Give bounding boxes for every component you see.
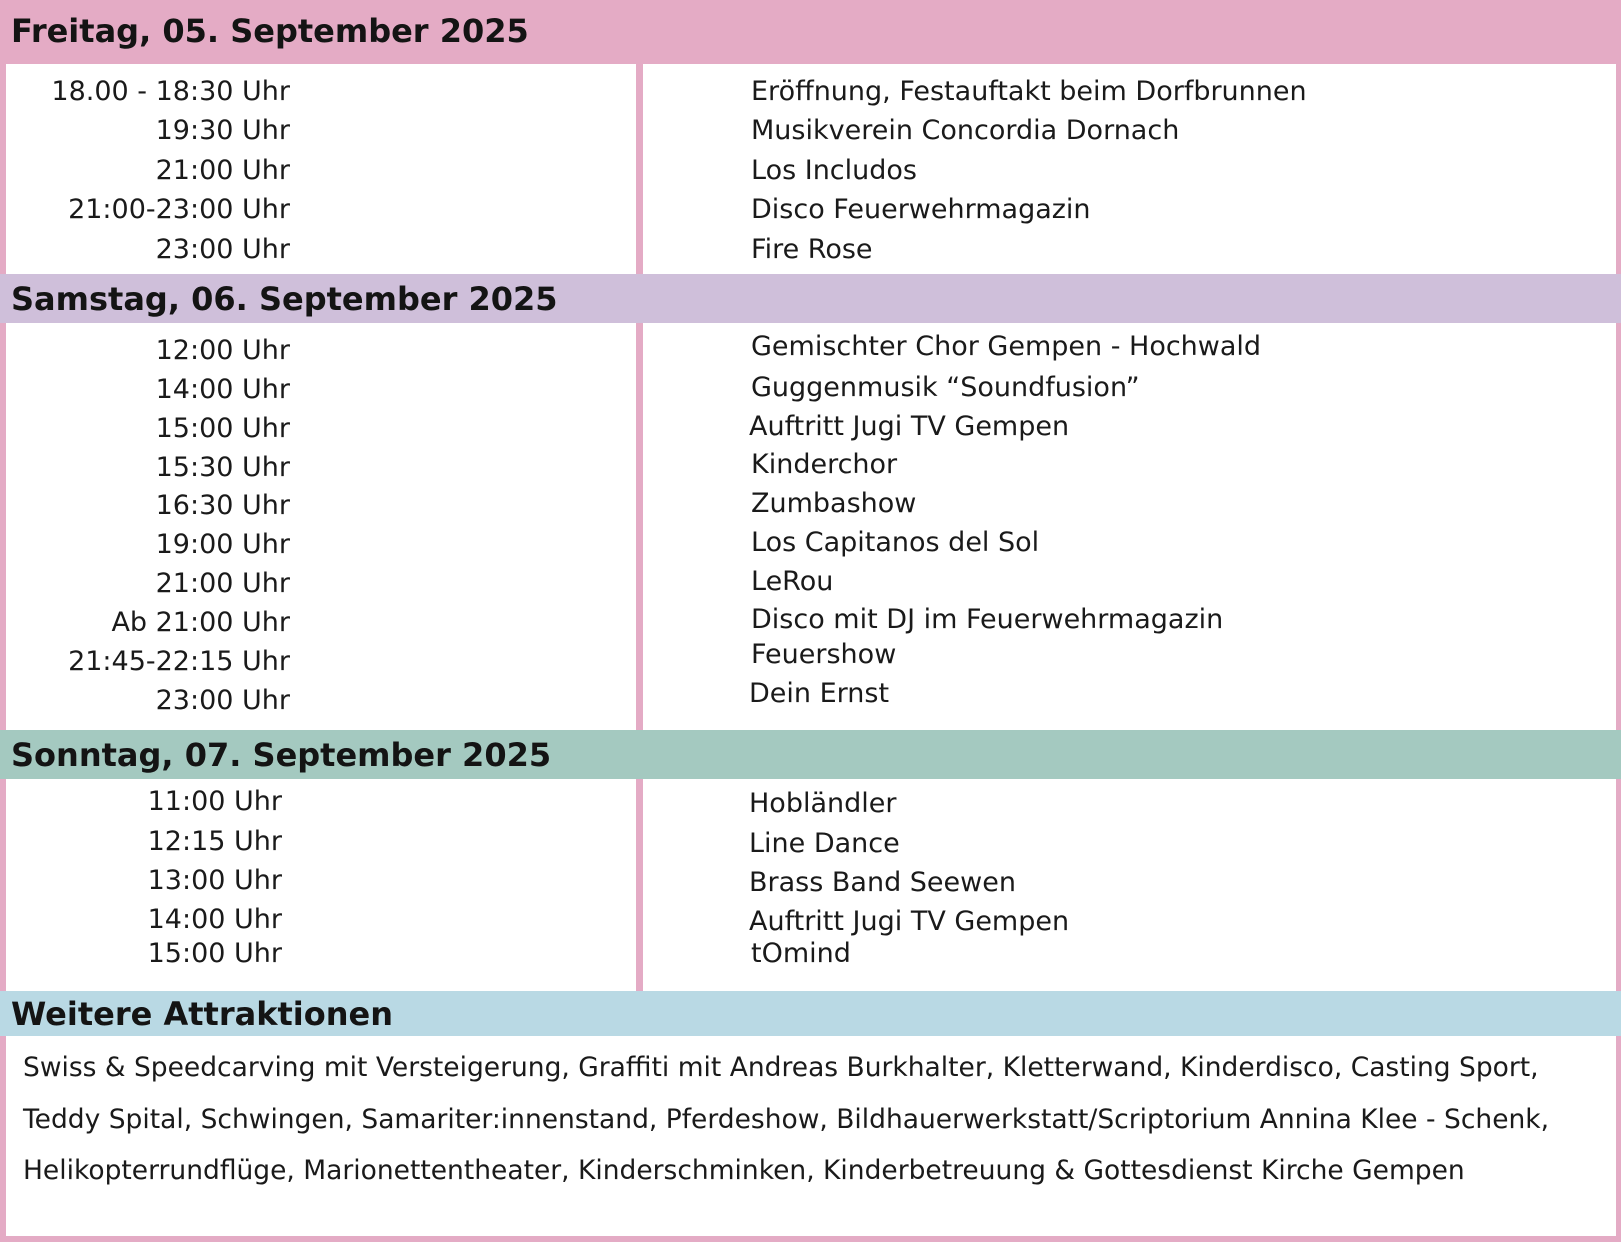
attractions-header xyxy=(0,991,1621,1036)
event-time: 21:45-22:15 Uhr xyxy=(68,646,290,677)
event-name: Fire Rose xyxy=(751,234,873,265)
schedule-panel-friday xyxy=(6,64,1616,274)
event-time: 12:15 Uhr xyxy=(147,826,282,857)
schedule-row xyxy=(6,934,1616,974)
schedule-panel-sunday xyxy=(6,779,1616,991)
event-time: 13:00 Uhr xyxy=(147,865,282,896)
event-name: Brass Band Seewen xyxy=(749,867,1016,898)
event-name: Auftritt Jugi TV Gempen xyxy=(749,906,1070,937)
attractions-title: Weitere Attraktionen xyxy=(11,994,393,1033)
schedule-row xyxy=(6,407,1616,447)
event-name: Disco Feuerwehrmagazin xyxy=(751,194,1091,225)
day-title: Freitag, 05. September 2025 xyxy=(11,12,529,50)
schedule-row xyxy=(6,678,1616,718)
event-name: Kinderchor xyxy=(751,449,898,480)
event-name: Eröffnung, Festauftakt beim Dorfbrunnen xyxy=(751,76,1307,107)
event-name: Los Capitanos del Sol xyxy=(751,527,1040,558)
event-name: Musikverein Concordia Dornach xyxy=(751,115,1180,146)
event-name: Los Includos xyxy=(751,155,917,186)
schedule-row xyxy=(6,861,1616,901)
event-time: 14:00 Uhr xyxy=(155,374,290,405)
schedule-row xyxy=(6,190,1616,230)
schedule-row xyxy=(6,484,1616,524)
event-time: 11:00 Uhr xyxy=(147,786,282,817)
event-name: LeRou xyxy=(751,566,834,597)
day-header-saturday xyxy=(0,274,1621,323)
event-name: Line Dance xyxy=(749,828,900,859)
event-name: Zumbashow xyxy=(751,488,917,519)
event-time: 19:30 Uhr xyxy=(155,115,290,146)
schedule-row xyxy=(6,782,1616,822)
event-time: 21:00-23:00 Uhr xyxy=(68,194,290,225)
event-time: Ab 21:00 Uhr xyxy=(111,607,290,638)
day-title: Samstag, 06. September 2025 xyxy=(11,279,558,318)
event-time: 18.00 - 18:30 Uhr xyxy=(51,76,290,107)
schedule-row xyxy=(6,329,1616,369)
event-time: 21:00 Uhr xyxy=(155,568,290,599)
schedule-row xyxy=(6,230,1616,270)
event-name: tOmind xyxy=(751,938,851,969)
schedule-row xyxy=(6,445,1616,485)
event-time: 12:00 Uhr xyxy=(155,335,290,366)
schedule-panel-saturday xyxy=(6,323,1616,730)
event-name: Auftritt Jugi TV Gempen xyxy=(749,411,1070,442)
event-name: Gemischter Chor Gempen - Hochwald xyxy=(751,331,1262,362)
attractions-panel xyxy=(6,1036,1616,1236)
schedule-row xyxy=(6,562,1616,602)
attractions-text: Swiss & Speedcarving mit Versteigerung, Graffiti mit Andreas Burkhalter, Kletterwand, Kinderdisco, Casting Sport, Teddy Spital, Schwingen, Samariter:innenstand, Pferdeshow, Bildhauerwerkstatt/Scriptorium Annina Klee - Schenk, Helikopterrundflüge, Marionettentheater, Kinderschminken, Kinderbetreuung & Gottesdienst Kirche Gempen xyxy=(23,1052,1550,1186)
day-header-friday xyxy=(0,0,1621,62)
schedule-row xyxy=(6,523,1616,563)
schedule-row xyxy=(6,639,1616,679)
event-name: Hobländler xyxy=(749,788,897,819)
schedule-row xyxy=(6,822,1616,862)
day-title: Sonntag, 07. September 2025 xyxy=(11,735,552,774)
schedule-row xyxy=(6,368,1616,408)
event-time: 15:30 Uhr xyxy=(155,452,290,483)
day-header-sunday xyxy=(0,730,1621,779)
event-time: 19:00 Uhr xyxy=(155,529,290,560)
event-time: 16:30 Uhr xyxy=(155,490,290,521)
event-name: Disco mit DJ im Feuerwehrmagazin xyxy=(751,604,1224,635)
schedule-row xyxy=(6,600,1616,640)
event-time: 21:00 Uhr xyxy=(155,155,290,186)
event-time: 14:00 Uhr xyxy=(147,904,282,935)
event-time: 15:00 Uhr xyxy=(155,413,290,444)
schedule-row xyxy=(6,111,1616,151)
event-name: Guggenmusik “Soundfusion” xyxy=(751,372,1140,403)
event-name: Dein Ernst xyxy=(749,678,890,709)
event-time: 23:00 Uhr xyxy=(155,685,290,716)
event-time: 23:00 Uhr xyxy=(155,234,290,265)
schedule-row xyxy=(6,151,1616,191)
schedule-row xyxy=(6,72,1616,112)
event-name: Feuershow xyxy=(751,639,897,670)
event-time: 15:00 Uhr xyxy=(147,938,282,969)
